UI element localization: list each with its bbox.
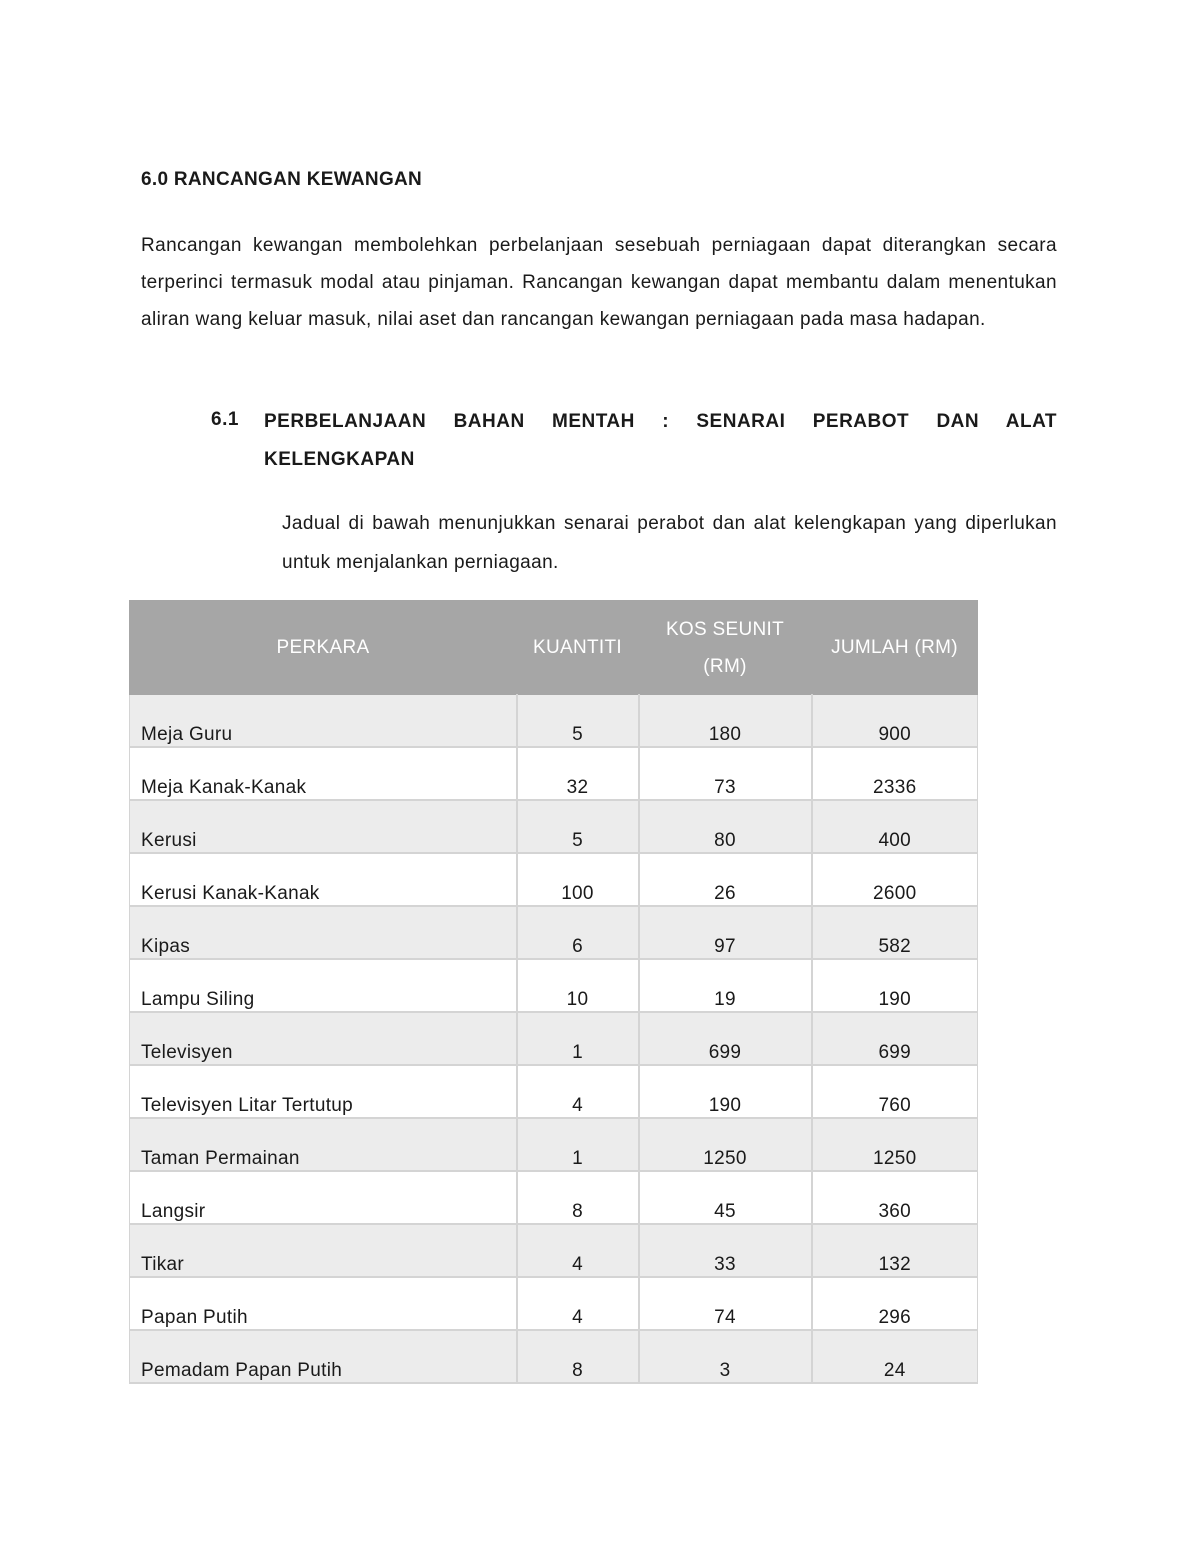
table-row <box>130 1277 978 1330</box>
table-description: Jadual di bawah menunjukkan senarai perabot dan alat kelengkapan yang diperlukan untuk menjalankan perniagaan. <box>282 513 1057 573</box>
table-row <box>130 747 978 800</box>
table-body <box>130 695 978 1384</box>
cell-perkara: Televisyen Litar Tertutup <box>130 1065 517 1118</box>
cell-kuantiti: 1 <box>517 1118 639 1171</box>
header-jumlah: JUMLAH (RM) <box>812 601 978 695</box>
table-header-row <box>130 601 978 695</box>
cell-kuantiti: 4 <box>517 1065 639 1118</box>
table-row <box>130 800 978 853</box>
cell-kos-seunit: 1250 <box>639 1118 812 1171</box>
cell-perkara: Televisyen <box>130 1012 517 1065</box>
table-row <box>130 1224 978 1277</box>
table-row <box>130 1065 978 1118</box>
cell-perkara: Lampu Siling <box>130 959 517 1012</box>
cell-kos-seunit: 73 <box>639 747 812 800</box>
cell-kos-seunit: 33 <box>639 1224 812 1277</box>
table-row <box>130 1012 978 1065</box>
cell-kuantiti: 4 <box>517 1277 639 1330</box>
cell-perkara: Papan Putih <box>130 1277 517 1330</box>
table-row <box>130 853 978 906</box>
cell-kuantiti: 32 <box>517 747 639 800</box>
cell-perkara: Taman Permainan <box>130 1118 517 1171</box>
cell-jumlah: 1250 <box>812 1118 978 1171</box>
cell-jumlah: 360 <box>812 1171 978 1224</box>
section-heading: 6.0 RANCANGAN KEWANGAN <box>141 169 423 190</box>
cell-jumlah: 400 <box>812 800 978 853</box>
table-row <box>130 959 978 1012</box>
cell-perkara: Meja Kanak-Kanak <box>130 747 517 800</box>
cell-kos-seunit: 74 <box>639 1277 812 1330</box>
cell-kuantiti: 4 <box>517 1224 639 1277</box>
cell-kos-seunit: 699 <box>639 1012 812 1065</box>
cell-jumlah: 132 <box>812 1224 978 1277</box>
table-row <box>130 695 978 748</box>
cell-kos-seunit: 26 <box>639 853 812 906</box>
cell-jumlah: 760 <box>812 1065 978 1118</box>
cell-jumlah: 582 <box>812 906 978 959</box>
cell-kos-seunit: 97 <box>639 906 812 959</box>
header-perkara: PERKARA <box>130 601 517 695</box>
subsection-number: 6.1 <box>211 409 239 430</box>
table-row <box>130 906 978 959</box>
cell-kos-seunit: 180 <box>639 695 812 748</box>
cell-kos-seunit: 45 <box>639 1171 812 1224</box>
cell-kuantiti: 100 <box>517 853 639 906</box>
cell-kuantiti: 5 <box>517 695 639 748</box>
cell-kos-seunit: 3 <box>639 1330 812 1383</box>
cell-kos-seunit: 190 <box>639 1065 812 1118</box>
cell-perkara: Pemadam Papan Putih <box>130 1330 517 1383</box>
cell-kuantiti: 6 <box>517 906 639 959</box>
cell-jumlah: 24 <box>812 1330 978 1383</box>
cell-perkara: Kerusi Kanak-Kanak <box>130 853 517 906</box>
cell-jumlah: 699 <box>812 1012 978 1065</box>
subsection-heading-line2: KELENGKAPAN <box>264 449 415 470</box>
subsection-heading-line1: PERBELANJAAN BAHAN MENTAH : SENARAI PERABOT DAN ALAT <box>264 411 1057 432</box>
table-row <box>130 1118 978 1171</box>
cell-perkara: Meja Guru <box>130 695 517 748</box>
cell-perkara: Kerusi <box>130 800 517 853</box>
cell-kuantiti: 10 <box>517 959 639 1012</box>
cell-kuantiti: 8 <box>517 1171 639 1224</box>
cell-perkara: Kipas <box>130 906 517 959</box>
cell-jumlah: 900 <box>812 695 978 748</box>
subsection-heading <box>264 403 1057 479</box>
cell-kuantiti: 5 <box>517 800 639 853</box>
cell-jumlah: 2336 <box>812 747 978 800</box>
table-row <box>130 1171 978 1224</box>
table-row <box>130 1330 978 1383</box>
cell-kos-seunit: 80 <box>639 800 812 853</box>
cell-kuantiti: 8 <box>517 1330 639 1383</box>
cell-jumlah: 190 <box>812 959 978 1012</box>
furniture-table <box>129 600 978 1384</box>
cell-perkara: Tikar <box>130 1224 517 1277</box>
cell-jumlah: 2600 <box>812 853 978 906</box>
cell-perkara: Langsir <box>130 1171 517 1224</box>
cell-jumlah: 296 <box>812 1277 978 1330</box>
header-kos-seunit: KOS SEUNIT (RM) <box>639 601 812 695</box>
cell-kos-seunit: 19 <box>639 959 812 1012</box>
header-kuantiti: KUANTITI <box>517 601 639 695</box>
intro-paragraph: Rancangan kewangan membolehkan perbelanjaan sesebuah perniagaan dapat diterangkan secara terperinci termasuk modal atau pinjaman. Rancangan kewangan dapat membantu dalam menentukan aliran wang keluar masuk, nilai aset dan rancangan kewangan perniagaan pada masa hadapan. <box>141 235 1057 330</box>
cell-kuantiti: 1 <box>517 1012 639 1065</box>
